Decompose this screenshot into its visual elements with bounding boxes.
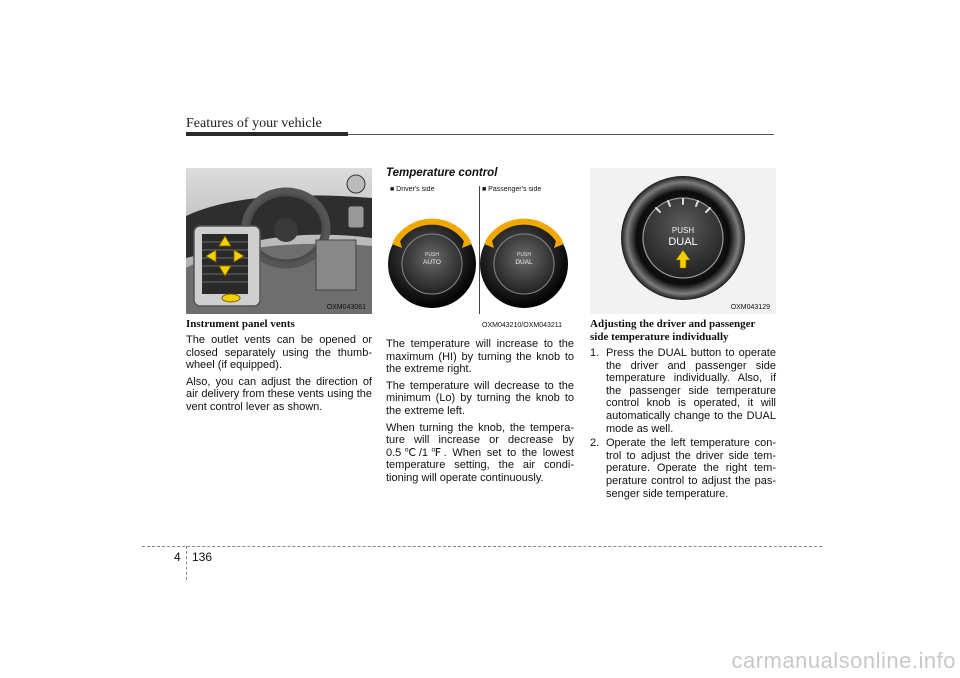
body-paragraph: The outlet vents can be opened or closed separately using the thumb-wheel (if equipped). <box>186 334 372 372</box>
figure-code: OXM043210/OXM043211 <box>482 322 563 329</box>
list-item <box>590 347 776 435</box>
passenger-side-label: ■ Passenger's side <box>482 186 542 193</box>
step-text: Operate the left temperature con-trol to adjust the driver side tem-perature. Operate the right tem-perature control to adjust the pas-senger side temperature. <box>606 437 776 500</box>
knob-illustration <box>386 196 574 314</box>
dual-knob-label-dual: DUAL <box>668 236 698 248</box>
page-header-title: Features of your vehicle <box>186 116 322 131</box>
instrument-panel-vents-heading: Instrument panel vents <box>186 318 295 330</box>
step-number: 1. <box>590 347 600 359</box>
figure-temperature-knobs <box>386 186 574 332</box>
page-number: 136 <box>192 550 213 564</box>
steps-list <box>590 347 776 500</box>
header-rule <box>186 132 348 136</box>
driver-side-label: ■ Driver's side <box>390 186 435 193</box>
passenger-knob-label-dual: DUAL <box>515 259 533 266</box>
step-number: 2. <box>590 437 600 450</box>
step-text: Press the DUAL button to operate the driver and passenger side temperature individually. Also, if the passenger side temperature control knob is operated, it will automatically change to the DUAL mode as well. <box>606 347 776 435</box>
watermark: carmanualsonline.info <box>731 648 956 673</box>
body-paragraph: When turning the knob, the tempera-ture will increase or decrease by 0.5℃/1℉. When set to the lowest temperature setting, the air condi-tioning will operate continuously. <box>386 421 574 484</box>
column-3 <box>590 318 776 502</box>
list-item <box>590 437 776 500</box>
figure-dual-knob <box>590 168 776 314</box>
passenger-knob-label-push: PUSH <box>517 252 531 258</box>
figure-code: OXM043061 <box>326 304 366 311</box>
body-paragraph: The temperature will increase to the maximum (HI) by turning the knob to the extreme right. <box>386 338 574 376</box>
footer-rule <box>142 546 822 547</box>
temperature-control-title: Temperature control <box>386 167 498 179</box>
body-paragraph: The temperature will decrease to the minimum (Lo) by turning the knob to the extreme left. <box>386 379 574 417</box>
footer-vertical-rule <box>186 546 187 580</box>
dashboard-illustration <box>186 168 372 314</box>
column-1 <box>186 318 372 418</box>
header-rule-thin <box>348 134 774 135</box>
figure-code: OXM043129 <box>730 304 770 311</box>
driver-knob-label-auto: AUTO <box>423 259 441 266</box>
driver-knob-label-push: PUSH <box>425 252 439 258</box>
figure-instrument-panel-vents <box>186 168 372 314</box>
chapter-number: 4 <box>174 550 181 564</box>
body-paragraph: Also, you can adjust the direction of air delivery from these vents using the vent control lever as shown. <box>186 375 372 413</box>
column-2 <box>386 338 574 489</box>
dual-temperature-heading: Adjusting the driver and passenger side temperature individually <box>590 318 756 343</box>
dual-knob-label-push: PUSH <box>671 226 695 235</box>
